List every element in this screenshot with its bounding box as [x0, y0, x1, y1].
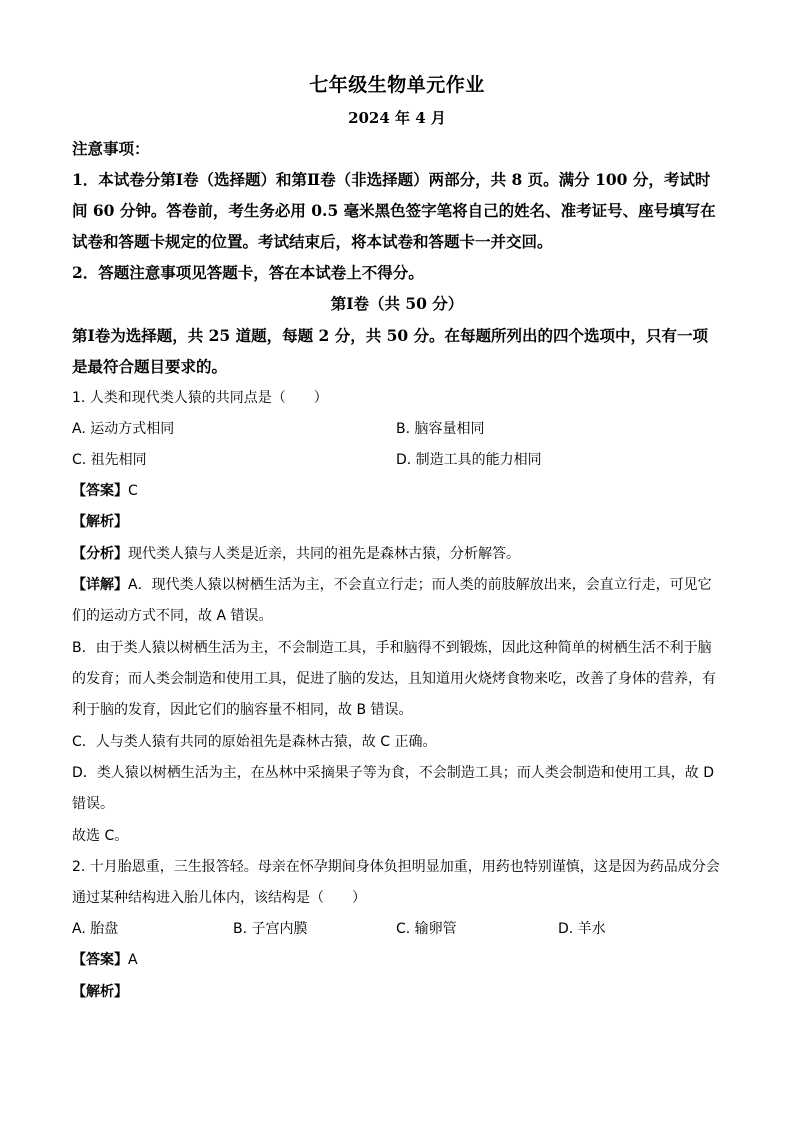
notes-item2: 2．答题注意事项见答题卡，答在本试卷上不得分。 [72, 263, 424, 282]
q1-option-d: D. 制造工具的能力相同 [396, 452, 542, 468]
q1-fenxi-tag: 【分析】 [72, 546, 128, 562]
notes-item1-line1: 1．本试卷分第Ⅰ卷（选择题）和第Ⅱ卷（非选择题）两部分，共 8 页。满分 100 分，考试时 [72, 170, 711, 189]
q1-answer-tag: 【答案】 [72, 483, 128, 499]
q1-fenxi-text: 现代类人猿与人类是近亲，共同的祖先是森林古猿，分析解答。 [128, 546, 520, 562]
q2-answer-value: A [128, 952, 138, 968]
q1-fenxi [72, 539, 724, 570]
q1-detail-line3: B．由于类人猿以树栖生活为主，不会制造工具，手和脑得不到锻炼，因此这种简单的树栖生活不利于脑 [72, 640, 712, 656]
q1-detail-line7: D．类人猿以树栖生活为主，在丛林中采摘果子等为食，不会制造工具；而人类会制造和使用工具，故 D [72, 765, 715, 781]
q1-detail-line4: 的发育；而人类会制造和使用工具，促进了脑的发达，且知道用火烧烤食物来吃，改善了身体的营养，有 [72, 671, 716, 687]
q1-detail-tag: 【详解】 [72, 577, 128, 593]
section-desc-line2: 是最符合题目要求的。 [72, 357, 228, 376]
notes-heading: 注意事项： [72, 139, 150, 158]
q2-answer [72, 945, 724, 976]
q1-detail-text1: A．现代类人猿以树栖生活为主，不会直立行走；而人类的前肢解放出来，会直立行走，可见它 [128, 577, 712, 593]
q1-detail-line8: 错误。 [72, 796, 114, 812]
q1-detail-line5: 利于脑的发育，因此它们的脑容量不相同，故 B 错误。 [72, 702, 413, 718]
q2-stem-line2: 通过某种结构进入胎儿体内，该结构是（ ） [72, 890, 366, 906]
q2-stem-line1: 2. 十月胎恩重，三生报答轻。母亲在怀孕期间身体负担明显加重，用药也特别谨慎，这是因为药品成分会 [72, 859, 720, 875]
q1-detail-line2: 们的运动方式不同，故 A 错误。 [72, 608, 273, 624]
q1-detail-line1 [72, 570, 724, 601]
q1-analysis-tag-text: 【解析】 [72, 514, 128, 530]
q1-answer-value: C [128, 483, 138, 499]
section-title: 第Ⅰ卷（共 50 分） [330, 294, 464, 313]
q1-option-b: B. 脑容量相同 [396, 421, 485, 437]
q1-option-c: C. 祖先相同 [72, 452, 147, 468]
notes-item1-line3: 试卷和答题卡规定的位置。考试结束后，将本试卷和答题卡一并交回。 [72, 232, 553, 251]
q2-options-row [72, 914, 724, 945]
section-desc-line1: 第Ⅰ卷为选择题，共 25 道题，每题 2 分，共 50 分。在每题所列出的四个选项中，只有一项 [72, 326, 709, 345]
q2-answer-tag: 【答案】 [72, 952, 128, 968]
q2-option-d: D. 羊水 [558, 921, 606, 937]
q1-analysis-tag [72, 507, 724, 538]
q1-detail-line6: C．人与类人猿有共同的原始祖先是森林古猿，故 C 正确。 [72, 734, 437, 750]
document-title: 七年级生物单元作业 [309, 74, 485, 96]
q2-option-b: B. 子宫内膜 [233, 921, 308, 937]
q1-options-row2 [72, 445, 724, 476]
q1-conclusion: 故选 C。 [72, 828, 129, 844]
q1-stem: 1. 人类和现代类人猿的共同点是（ ） [72, 390, 328, 406]
document-date: 2024 年 4 月 [348, 109, 446, 127]
q2-option-c: C. 输卵管 [396, 921, 457, 937]
q2-analysis-tag-text: 【解析】 [72, 984, 128, 1000]
q2-analysis-tag [72, 977, 724, 1008]
notes-item1-line2: 间 60 分钟。答卷前，考生务必用 0.5 毫米黑色签字笔将自己的姓名、准考证号、座号填写在 [72, 201, 716, 220]
q1-options-row1 [72, 414, 724, 445]
q1-option-a: A. 运动方式相同 [72, 421, 175, 437]
q1-answer [72, 476, 724, 507]
q2-option-a: A. 胎盘 [72, 921, 119, 937]
